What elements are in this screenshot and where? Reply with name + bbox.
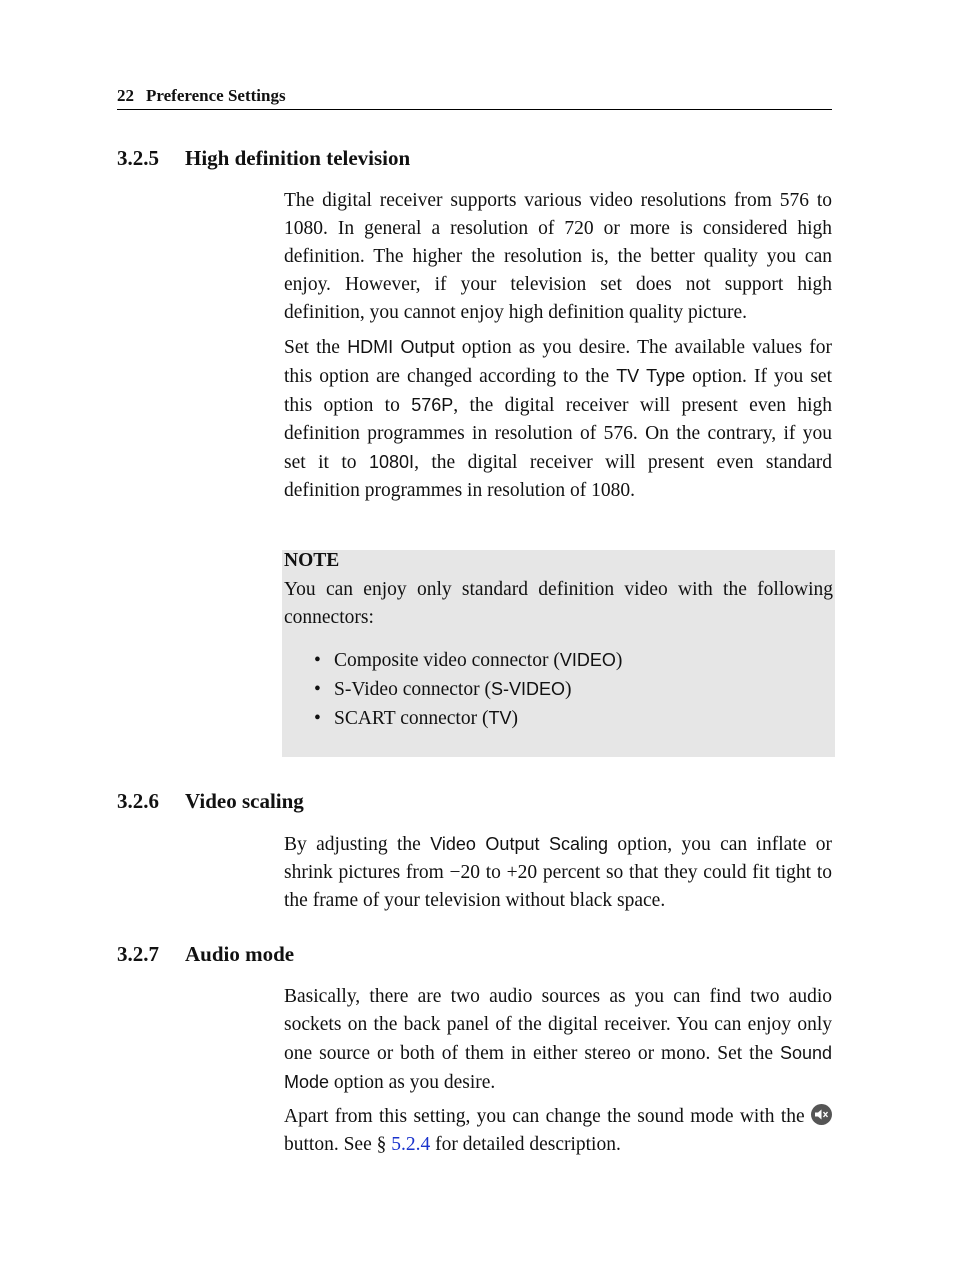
scaling-body [284,830,832,921]
option-video-output-scaling: Video Output Scaling [430,834,609,854]
text: S-Video connector ( [334,679,491,700]
text: button. See § [284,1134,392,1155]
text: option, you can inflate or shrink pictures from −20 to +20 percent so that they could fit tight to the frame of your television without black space. [284,834,832,911]
text: Basically, there are two audio sources as you can find two audio sockets on the back panel of the digital receiver. You can enjoy only one source or both of them in either stereo or mono. Set the [284,986,832,1064]
text: ) [564,679,572,700]
connector-code: TV [488,708,512,728]
text: ) [615,650,623,671]
connector-code: VIDEO [559,650,616,670]
audio-paragraph-1 [284,983,832,1097]
page-number: 22 [117,86,134,105]
speaker-mute-icon [811,1104,832,1125]
text: option. If you set this option to [284,366,833,416]
section-number: 3.2.5 [117,146,159,170]
section-number: 3.2.7 [117,942,159,966]
option-sound-mode: Sound Mode [284,1043,832,1092]
value-1080i: 1080I [369,452,415,472]
section-title: Video scaling [185,789,304,813]
connector-list [284,646,833,733]
text: , the digital receiver will present even standard definition programmes in resolution of 1080. [284,452,832,501]
text: SCART connector ( [334,708,489,729]
hdtv-paragraph-2 [284,333,832,505]
value-576p: 576P [411,395,454,415]
text: Composite video connector ( [334,650,560,671]
text: Apart from this setting, you can change the sound mode with the [284,1106,811,1127]
section-number: 3.2.6 [117,789,159,813]
text: for detailed description. [430,1134,621,1155]
list-item [316,675,833,704]
section-link-5-2-4[interactable]: 5.2.4 [391,1134,431,1155]
chapter-title: Preference Settings [146,86,286,105]
running-header [117,86,832,110]
note-title: NOTE [284,550,340,571]
section-heading-video-scaling [117,789,304,814]
section-title: High definition television [185,146,411,170]
text: By adjusting the [284,834,431,855]
note-text: You can enjoy only standard definition video with the following connectors: [284,579,833,628]
scaling-paragraph [284,830,832,915]
text: option as you desire. The available values for this option are changed according to the [284,337,833,387]
hdtv-body [284,187,832,511]
hdtv-paragraph-1: The digital receiver supports various video resolutions from 576 to 1080. In general a resolution of 720 or more is considered high definition. The higher the resolution is, the better quality you can enjoy. However, if your television set does not support high definition, you cannot enjoy high definition quality picture. [284,190,832,323]
section-heading-audio-mode [117,942,294,967]
audio-body [284,983,832,1165]
note-box [282,550,835,757]
option-tv-type: TV Type [616,366,686,386]
section-heading-hdtv [117,146,410,171]
text: ) [511,708,518,729]
text: , the digital receiver will present even high definition programmes in resolution of 576. On the contrary, if you set it to [284,395,832,473]
audio-paragraph-2 [284,1103,832,1159]
list-item [316,646,833,675]
text: option as you desire. [329,1072,496,1093]
list-item [316,704,833,733]
connector-code: S-VIDEO [490,679,565,699]
option-hdmi-output: HDMI Output [347,337,455,357]
text: Set the [284,337,348,358]
section-title: Audio mode [185,942,295,966]
